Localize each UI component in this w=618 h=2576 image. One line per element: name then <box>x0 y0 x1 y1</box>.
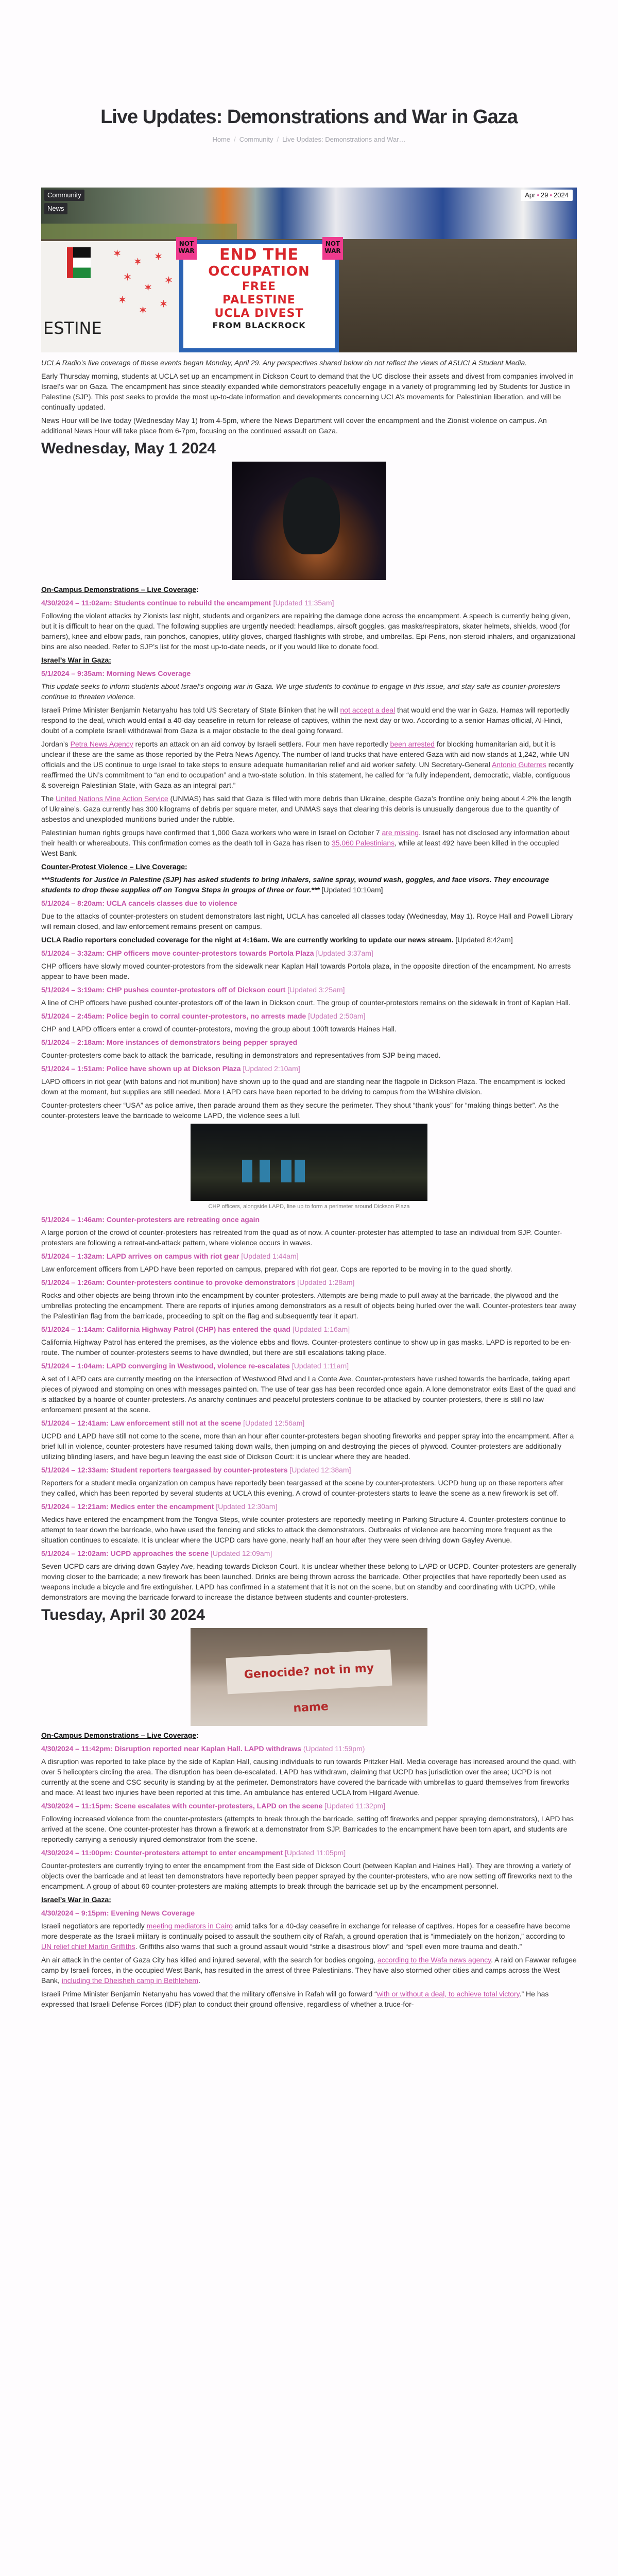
entry-body: A line of CHP officers have pushed counter-protestors off of the lawn in Dickson court. The group of counter-protestors remains on the sidewalk in front of Kaplan Hall. <box>41 998 571 1007</box>
gaza-paragraph <box>41 1989 577 2009</box>
portable-toilet <box>295 1160 305 1182</box>
palestine-flag-icon <box>67 247 91 278</box>
dot-separator: • <box>537 191 540 199</box>
entry-updated: [Updated 3:25am] <box>287 986 345 994</box>
entry-body: A disruption was reported to take place by the side of Kaplan Hall, causing individuals to run towards Pritzker Hall. Media coverage has increased around the quad, with over 5 helicopters circling the area. The disruption has been de-escalated. LAPD has withdrawn, claiming that UCPD has jurisdiction over the area; UCPD is not currently at the scene and CSC security is standing by at the perimeter. Demonstrators have covered the barricade with umbrellas to guard themselves from fireworks and mace. At least two injuries have been reported at this time. An ambulance has entered UCLA from Hilgard Avenue. <box>41 1757 576 1797</box>
coverage-note <box>41 935 577 945</box>
section-heading <box>41 584 577 595</box>
entry-updated: [Updated 3:37am] <box>316 949 373 957</box>
entry-title: 5/1/2024 – 1:26am: Counter-protesters continue to provoke demonstrators <box>41 1278 296 1286</box>
section-heading: Israel’s War in Gaza: <box>41 1895 111 1904</box>
gaza-paragraph <box>41 1921 577 1952</box>
breadcrumb-separator: / <box>234 135 236 143</box>
date-month: Apr <box>525 191 536 199</box>
entry-body: California Highway Patrol has entered the premises, as the violence ebbs and flows. Counter-protesters continue to show up in gas masks. LAPD is reported to be en-route. The number of counter-protesters seems to have dwindled, but there are still escalations taking place. <box>41 1338 572 1357</box>
link[interactable]: are missing <box>382 828 419 837</box>
day-heading: Wednesday, May 1 2024 <box>41 440 216 457</box>
poster-text: ESTINE <box>43 318 102 338</box>
entry-body: A large portion of the crowd of counter-protesters has retreated from the quad as of now. A counter-protester has attempted to tase an individual from SJP. Counter-protesters are following a retreat-and-attack pattern, where violence occurs in waves. <box>41 1228 562 1247</box>
entry-title: 5/1/2024 – 1:14am: California Highway Patrol (CHP) has entered the quad <box>41 1325 290 1333</box>
entry-updated: [Updated 10:10am] <box>321 886 383 894</box>
entry-heading <box>41 948 577 958</box>
entry-title: 4/30/2024 – 11:00pm: Counter-protesters attempt to enter encampment <box>41 1849 283 1857</box>
link[interactable]: Antonio Guterres <box>491 760 546 769</box>
sticker: NOT WAR <box>322 237 343 260</box>
date-day: 29 <box>541 191 548 199</box>
text: . Griffiths also warns that such a ground assault would “strike a disastrous blow” and “spell even more trauma and death.” <box>135 1942 522 1951</box>
sign-line: OCCUPATION <box>208 264 310 279</box>
category-badge-community[interactable]: Community <box>44 190 84 201</box>
entry-updated: (Updated 11:59pm) <box>303 1744 365 1753</box>
entry-heading <box>41 1743 577 1754</box>
section-heading-text: On-Campus Demonstrations – Live Coverage <box>41 1731 197 1739</box>
link[interactable]: Petra News Agency <box>70 740 133 748</box>
red-mark: ✶ <box>160 299 168 309</box>
text: Israeli negotiators are reportedly <box>41 1922 147 1930</box>
red-mark: ✶ <box>113 248 122 259</box>
entry-heading <box>41 1501 577 1512</box>
sign-line: PALESTINE <box>222 294 296 307</box>
text: that would end the war in Gaza. Hamas will reportedly respond to the deal, which would entail a 40-day ceasefire in return for release of captives, within the next day or two. According to a senior Hamas official, Al-Hindi, doubt of a complete Israeli withdrawal from Gaza is a major obstacle to the deal going forward. <box>41 706 570 735</box>
text: An air attack in the center of Gaza City has killed and injured several, with the search for bodies ongoing, <box>41 1956 377 1964</box>
sjp-notice <box>41 874 577 895</box>
entry-title: 5/1/2024 – 2:45am: Police begin to corral counter-protestors, no arrests made <box>41 1012 306 1020</box>
gaza-paragraph <box>41 739 577 790</box>
entry-body: UCPD and LAPD have still not come to the scene, more than an hour after counter-protesters began shooting fireworks and pepper spray into the encampment. After a brief lull in violence, counter-protesters have resumed taking down walls, then jumping on and destroying the pieces of plywood. Counter-protesters are additionally utilizing blinding lasers, and have begun leaving the east side of Dickson Court: it is unclear where they are headed. <box>41 1432 574 1461</box>
link[interactable]: 35,060 Palestinians <box>331 839 395 847</box>
red-mark: ✶ <box>124 272 132 282</box>
section-heading-colon: : <box>196 585 199 594</box>
red-mark: ✶ <box>165 275 173 285</box>
breadcrumb-separator: / <box>277 135 279 143</box>
section-heading-text: On-Campus Demonstrations – Live Coverage <box>41 585 197 594</box>
entry-title: 5/1/2024 – 12:41am: Law enforcement still not at the scene <box>41 1419 242 1427</box>
entry-heading <box>41 1801 577 1811</box>
text: Israeli Prime Minister Benjamin Netanyahu has told US Secretary of State Blinken that he will <box>41 706 340 714</box>
entry-title: 4/30/2024 – 11:02am: Students continue to rebuild the encampment <box>41 599 271 607</box>
entry-heading <box>41 1848 577 1858</box>
link[interactable]: according to the Wafa news agency <box>377 1956 491 1964</box>
entry-body: Counter-protesters are currently trying to enter the encampment from the East side of Dickson Court (between Kaplan and Haines Hall). They are throwing a variety of objects over the barricade and at least ten demonstrators have reportedly been pepper sprayed by the counter-protesters, who are now setting off fireworks next to the encampment. A group of about 60 counter-protesters are making attempts to break through the barricade set up by the encampment personnel. <box>41 1861 572 1890</box>
entry-title: 4/30/2024 – 11:15pm: Scene escalates with counter-protesters, LAPD on the scene <box>41 1802 323 1810</box>
text: recently reaffirmed the UN’s commitment to “an end to occupation” and a two-state solution. In this statement, he called for “a fully independent, democratic, viable, contiguous & sovereign Palestinian State, with Gaza as an integral part.” <box>41 760 574 789</box>
red-mark: ✶ <box>139 305 147 315</box>
entry-body: Counter-protesters come back to attack the barricade, resulting in demonstrators and representatives from SJP being maced. <box>41 1051 441 1059</box>
entry-body: LAPD officers in riot gear (with batons and riot munition) have shown up to the quad and are standing near the flagpole in Dickson Plaza. The encampment is locked down at the moment, but supplies are still needed. More LAPD cars have been reported to be driving to campus from the Wilshire division. <box>41 1077 565 1096</box>
entry-body: Following the violent attacks by Zionists last night, students and organizers are repairing the damage done across the encampment. A speech is currently being given, but it is difficult to hear on the quad. The following supplies are urgently needed: headlamps, airsoft goggles, gas masks/respirators, skater helmets, shields, wood (for barriers), knee and elbow pads, rain ponchos, canopies, utility gloves, charged flashlights with strobe, and umbrellas. Epi-Pens, non-steroid inhalers, and organizational bins are also needed. Refer to SJP’s list for the most up-to-date needs, or if you would like to donate food. <box>41 612 576 651</box>
entry-updated: [Updated 1:44am] <box>241 1252 299 1260</box>
entry-updated: [Updated 8:42am] <box>455 936 513 944</box>
link[interactable]: meeting mediators in Cairo <box>146 1922 233 1930</box>
hero-image <box>41 188 577 352</box>
text: . <box>198 1976 200 1985</box>
gaza-paragraph <box>41 1955 577 1986</box>
entry-heading <box>41 1465 577 1475</box>
entry-list <box>41 1743 577 1891</box>
entry-heading <box>41 1548 577 1558</box>
text: , while at least 492 have been killed in the occupied West Bank. <box>41 839 559 857</box>
entry-title: 5/1/2024 – 12:02am: UCPD approaches the scene <box>41 1549 209 1557</box>
text: . A raid on Fawwar refugee camp by Israeli forces, in the occupied West Bank, has resulted in the arrest of three Palestinians. They have also stormed other cities and camps across the West Bank, <box>41 1956 577 1985</box>
entry-title: 5/1/2024 – 1:46am: Counter-protesters are retreating once again <box>41 1215 260 1224</box>
entry-updated: [Updated 1:28am] <box>297 1278 355 1286</box>
breadcrumb-community[interactable]: Community <box>239 135 273 143</box>
article-body <box>41 358 577 2009</box>
entry-updated: [Updated 11:35am] <box>273 599 334 607</box>
entry-title: 5/1/2024 – 3:19am: CHP pushes counter-protestors off of Dickson court <box>41 986 286 994</box>
text: for blocking humanitarian aid, but it is unclear if these are the same as those reported by the Petra News Agency. The number of land trucks that have entered Gaza with aid now stands at 1,242, while UN officials and the US continue to urge Israel to take steps to ensure adequate humanitarian relief and aid worker safety. UN Secretary-General <box>41 740 570 769</box>
entry-title: 5/1/2024 – 12:21am: Medics enter the encampment <box>41 1502 214 1511</box>
entry-updated: [Updated 2:10am] <box>243 1064 300 1073</box>
entry-body: Due to the attacks of counter-protesters on student demonstrators last night, UCLA has canceled all classes today (Wednesday, May 1). Royce Hall and Powell Library will remain closed, and law enforcement remains present on campus. <box>41 912 573 930</box>
entry-heading: 5/1/2024 – 9:35am: Morning News Coverage <box>41 669 191 677</box>
link[interactable]: UN relief chief Martin Griffiths <box>41 1942 135 1951</box>
text: Palestinian human rights groups have confirmed that 1,000 Gaza workers who were in Israel on October 7 <box>41 828 382 837</box>
text: .” He has expressed that Israeli Defense Forces (IDF) plan to conduct their ground offensive, regardless of whether a truce-for- <box>41 1990 549 2008</box>
figure <box>41 462 577 580</box>
entry-body: A set of LAPD cars are currently meeting on the intersection of Westwood Blvd and La Conte Ave. Counter-protesters have rushed towards the barricade, taking apart pieces of plywood and stomping on ones with messages painted on. The use of tear gas has been recorded once again. A lone demonstrator exits East of the quad and is attacked by a hoarde of counter-protesters. As anarchy continues and peaceful protesters continue to be attacked by counter-protesters, there is still no law enforcement present at the scene. <box>41 1375 576 1414</box>
category-badge-news[interactable]: News <box>44 203 67 214</box>
day-heading: Tuesday, April 30 2024 <box>41 1606 205 1623</box>
entry-heading <box>41 1037 577 1047</box>
entry-title: 5/1/2024 – 2:18am: More instances of demonstrators being pepper sprayed <box>41 1038 298 1046</box>
red-mark: ✶ <box>134 257 142 267</box>
text: . Israel has not disclosed any information about their health or whereabouts. This confirmation comes as the death toll in Gaza has risen to <box>41 828 570 847</box>
entry-updated: [Updated 11:32pm] <box>324 1802 386 1810</box>
text: Israeli Prime Minister Benjamin Netanyahu has vowed that the military offensive in Rafah will go forward “ <box>41 1990 377 1998</box>
night-encampment-photo <box>232 462 386 580</box>
red-mark: ✶ <box>154 251 163 262</box>
entry-body: Following increased violence from the counter-protesters (attempts to break through the barricade, setting off fireworks and pepper spraying demonstrators), LAPD has arrived at the scene. One counter-protester has thrown a firework at a demonstrator from SJP. Barricades to the encampment have been torn apart, and students are reportedly carrying a seriously injured demonstrator from the scene. <box>41 1815 574 1843</box>
text: reports an attack on an aid convoy by Israeli settlers. Four men have reportedly <box>133 740 390 748</box>
entry-title: 5/1/2024 – 1:32am: LAPD arrives on campus with riot gear <box>41 1252 239 1260</box>
gaza-paragraph <box>41 793 577 824</box>
figure-caption: CHP officers, alongside LAPD, line up to form a perimeter around Dickson Plaza <box>208 1204 410 1210</box>
red-mark: ✶ <box>144 282 152 293</box>
entry-title: 5/1/2024 – 12:33am: Student reporters teargassed by counter-protesters <box>41 1466 288 1474</box>
entry-updated: [Updated 11:05pm] <box>285 1849 346 1857</box>
text: (UNMAS) has said that Gaza is filled with more debris than Ukraine, despite Gaza’s frontline only being about 4.2% the length of Ukraine’s. Gaza currently has 300 kilograms of debris per square meter, and UNMAS says that clearing this debris is unusually dangerous due to the quantity of asbestos and unexploded munitions buried under the rubble. <box>41 794 572 823</box>
sjp-notice-text: ***Students for Justice in Palestine (SJP) has asked students to bring inhalers, saline spray, wound wash, goggles, and face visors. They encourage students to drop these supplies off on Tongva Steps in groups of three or four.*** <box>41 875 549 894</box>
breadcrumb-current: Live Updates: Demonstrations and War… <box>282 135 406 143</box>
entry-body: Reporters for a student media organization on campus have reportedly been teargassed at the scene by counter-protesters. UCPD hung up on these reporters after they called, which has been reported by several students at UCLA this evening. A crowd of counter-protesters starts to leave the scene as a new firework is set off. <box>41 1479 564 1497</box>
section-heading <box>41 1730 577 1740</box>
link[interactable]: United Nations Mine Action Service <box>56 794 168 803</box>
section-heading-colon: : <box>196 1731 199 1739</box>
entry-updated: [Updated 12:09am] <box>211 1549 272 1557</box>
entry-heading <box>41 1063 577 1074</box>
entry-title: 5/1/2024 – 1:04am: LAPD converging in Westwood, violence re-escalates <box>41 1362 290 1370</box>
breadcrumb <box>0 135 618 144</box>
red-mark: ✶ <box>118 295 127 305</box>
portable-toilet <box>281 1160 291 1182</box>
page-title: Live Updates: Demonstrations and War in Gaza <box>100 106 518 128</box>
entry-heading <box>41 1251 577 1261</box>
news-hour-paragraph: News Hour will be live today (Wednesday May 1) from 4-5pm, where the News Department will cover the encampment and the Zionist violence on campus. An additional News Hour will take place from 6-7pm, focusing on the continued assault on Gaza. <box>41 416 547 435</box>
entry-heading: 4/30/2024 – 9:15pm: Evening News Coverage <box>41 1909 195 1917</box>
figure <box>41 1124 577 1210</box>
police-perimeter-photo <box>191 1124 427 1201</box>
dot-separator: • <box>550 191 553 199</box>
date-badge <box>521 190 573 201</box>
disclaimer: UCLA Radio’s live coverage of these events began Monday, April 29. Any perspectives shared below do not reflect the views of ASUCLA Student Media. <box>41 359 527 367</box>
entry-heading <box>41 598 577 608</box>
sign-line: UCLA DIVEST <box>214 307 304 320</box>
entry-updated: [Updated 12:56am] <box>243 1419 305 1427</box>
link[interactable]: not accept a deal <box>340 706 396 714</box>
banner-text: Genocide? not in my name <box>226 1650 392 1694</box>
section-heading: Israel’s War in Gaza: <box>41 656 111 664</box>
entry-body: Seven UCPD cars are driving down Gayley Ave, heading towards Dickson Court. It is unclear whether these belong to LAPD or UCPD. Counter-protesters are generally moving closer to the barricade; a new firework has been launched. Drinks are being thrown across the barricade. Other projectiles that have reportedly been used as weapons include a bicycle and fire extinguisher. LAPD has confirmed in a statement that it is not on the scene, but on standby and coordinating with UCPD, while demonstrators are moving the barricade forward to increase the distance between students and counter-protesters. <box>41 1562 577 1601</box>
entry-heading <box>41 985 577 995</box>
entry-updated: [Updated 1:16am] <box>292 1325 350 1333</box>
entry-heading <box>41 1324 577 1334</box>
entry-heading <box>41 1011 577 1021</box>
portable-toilet <box>242 1160 252 1182</box>
text: amid talks for a 40-day ceasefire in exchange for release of captives. Hopes for a ceasefire have become more desperate as the Israeli military is continually poised to assault the southern city of Rafah, a ground operation that is “immediately on the horizon,” according to <box>41 1922 571 1940</box>
link[interactable]: with or without a deal, to achieve total victory <box>376 1990 520 1998</box>
entry-title: 4/30/2024 – 11:42pm: Disruption reported near Kaplan Hall. LAPD withdraws <box>41 1744 301 1753</box>
gaza-intro: This update seeks to inform students about Israel’s ongoing war in Gaza. We urge students to continue to engage in this issue, and stay safe as counter-protesters continue to threaten violence. <box>41 682 560 701</box>
entry-heading <box>41 1418 577 1428</box>
figure <box>41 1628 577 1726</box>
intro-paragraph: Early Thursday morning, students at UCLA set up an encampment in Dickson Court to demand that the UC disclose their assets and divest from companies involved in Israel’s war on Gaza. The encampment has since steadily expanded while demonstrators peacefully engage in a variety of programming led by Students for Justice in Palestine (SJP). This post seeks to provide the most up-to-date information and developments concerning UCLA’s movements for Palestinian liberation, and will be continually updated. <box>41 372 574 411</box>
entry-heading <box>41 1277 577 1287</box>
link[interactable]: been arrested <box>390 740 435 748</box>
entry-title: 5/1/2024 – 3:32am: CHP officers move counter-protestors towards Portola Plaza <box>41 949 314 957</box>
section-heading: Counter-Protest Violence – Live Coverage: <box>41 862 187 871</box>
entry-updated: [Updated 12:30am] <box>216 1502 278 1511</box>
entry-list <box>41 1214 577 1602</box>
entry-body: CHP officers have slowly moved counter-protestors from the sidewalk near Kaplan Hall towards Portola plaza, in the opposite direction of the encampment. No arrests appear to have been made. <box>41 962 571 980</box>
sign-line: END THE <box>219 246 299 264</box>
date-year: 2024 <box>554 191 569 199</box>
entry-body: Medics have entered the encampment from the Tongva Steps, while counter-protesters are reportedly meeting in Parking Structure 4. Counter-protesters continue to attempt to tear down the barricade, who have used the fencing and sticks to attack the demonstrators. Outbreaks of violence are becoming more frequent as the situation continues to escalate. It is unclear where the UCPD cars have gone, nearly half an hour after they were seen driving down Gayley Avenue. <box>41 1515 566 1544</box>
tree-silhouette <box>283 477 340 554</box>
breadcrumb-home[interactable]: Home <box>212 135 231 143</box>
portable-toilet <box>260 1160 270 1182</box>
gaza-paragraph <box>41 705 577 736</box>
text: The <box>41 794 56 803</box>
link[interactable]: including the Dheisheh camp in Bethlehem <box>61 1976 199 1985</box>
entry-heading: 5/1/2024 – 8:20am: UCLA cancels classes due to violence <box>41 899 237 907</box>
entry-body: Rocks and other objects are being thrown into the encampment by counter-protesters. Attempts are being made to pull away at the barricade, the plywood and the umbrellas protecting the encampment. There are reports of injuries among demonstrators as a result of objects being hurled over the wall. Counter-protesters tear away the Palestinian flag from the barricade, proceeding to spit on the flag and subsequently tear it apart. <box>41 1291 576 1320</box>
entry-updated: [Updated 1:11am] <box>291 1362 349 1370</box>
text: Jordan’s <box>41 740 71 748</box>
grass <box>41 224 237 239</box>
entry-heading <box>41 1361 577 1371</box>
entry-title: 5/1/2024 – 1:51am: Police have shown up at Dickson Plaza <box>41 1064 241 1073</box>
palestine-poster <box>41 241 181 352</box>
end-the-occupation-sign <box>179 240 339 352</box>
entry-list <box>41 948 577 1121</box>
sticker: NOT WAR <box>176 237 197 260</box>
sign-line: FREE <box>242 280 277 293</box>
sign-line: FROM BLACKROCK <box>212 320 306 330</box>
entry-updated: [Updated 12:38am] <box>289 1466 351 1474</box>
entry-body: Law enforcement officers from LAPD have been reported on campus, prepared with riot gear. Cops are reported to be moving in to the quad shortly. <box>41 1265 512 1273</box>
entry-body: CHP and LAPD officers enter a crowd of counter-protestors, moving the group about 100ft towards Haines Hall. <box>41 1025 397 1033</box>
entry-body: Counter-protesters cheer “USA” as police arrive, then parade around them as they secure the perimeter. They shout “thank yous” for “making things better”. As the counter-protesters leave the barricade to welcome LAPD, the violence sees a lull. <box>41 1101 559 1120</box>
gaza-paragraph <box>41 827 577 858</box>
coverage-note-text: UCLA Radio reporters concluded coverage for the night at 4:16am. We are currently working to update our news stream. <box>41 936 454 944</box>
entry-updated: [Updated 2:50am] <box>308 1012 366 1020</box>
entry-heading <box>41 1214 577 1225</box>
genocide-banner-photo <box>191 1628 427 1726</box>
